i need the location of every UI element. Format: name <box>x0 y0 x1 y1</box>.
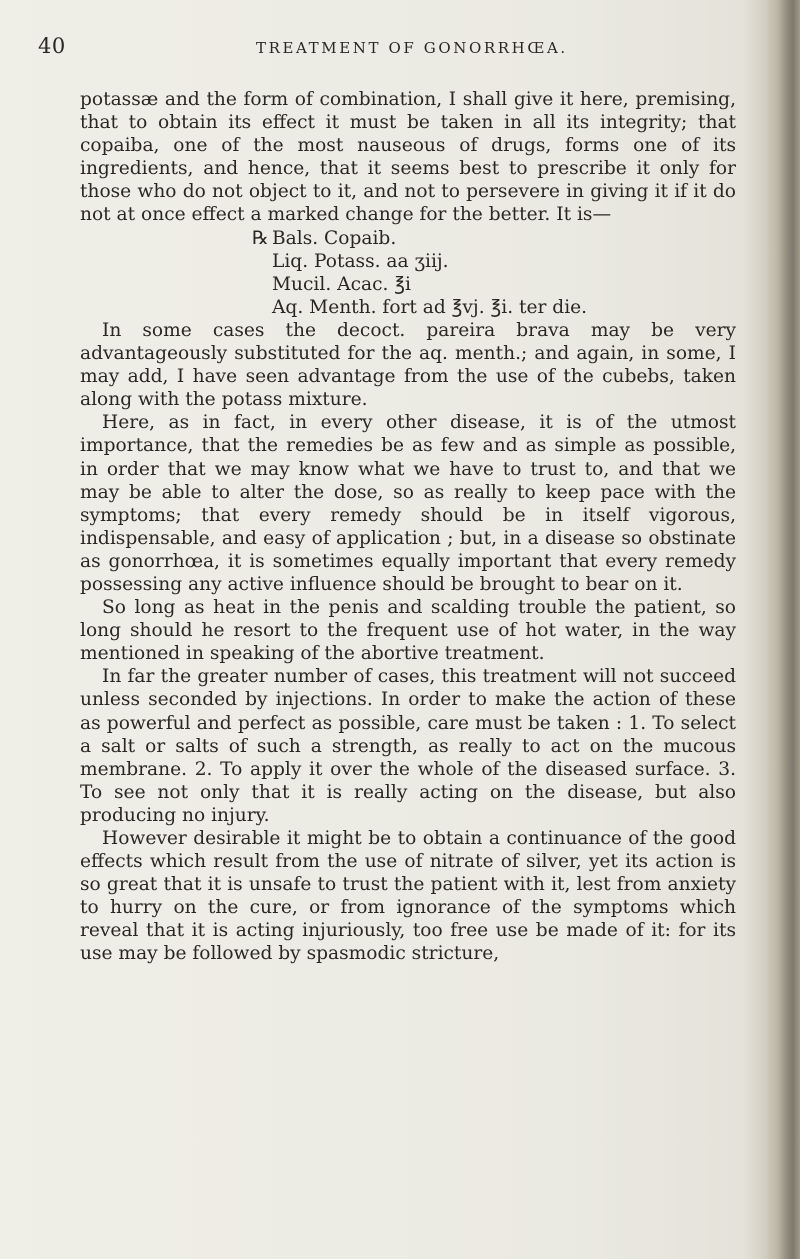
paragraph-5: In far the greater number of cases, this treatment will not succeed unless seconded by injections. In order to make the action of these as powerful and perfect as possible, care must be taken : 1. To select a salt or salts of such a strength, as really to act on the mucous membrane. 2. To apply it over the whole of the diseased surface. 3. To see not only that it is really acting on the disease, but also producing no injury. <box>80 666 736 826</box>
paragraph-2: In some cases the decoct. pareira brava may be very advantageously substituted for the aq. menth.; and again, in some, I may add, I have seen advantage from the use of the cubebs, taken along with the potass mixture. <box>80 319 736 411</box>
prescription-line-3: Mucil. Acac. ℥i <box>272 273 411 295</box>
running-title: TREATMENT OF GONORRHŒA. <box>256 39 568 57</box>
body-text <box>80 88 736 966</box>
prescription-line-1 <box>80 227 736 250</box>
recipe-symbol: ℞ <box>252 227 269 249</box>
paragraph-6: However desirable it might be to obtain a continuance of the good effects which result from the use of nitrate of silver, yet its action is so great that it is unsafe to trust the patient with it, lest from anxiety to hurry on the cure, or from ignorance of the symptoms which reveal that it is acting injuriously, too free use be made of it: for its use may be followed by spasmodic stricture, <box>80 828 736 965</box>
page-header <box>38 34 758 64</box>
paragraph-1: potassæ and the form of combination, I shall give it here, premising, that to obtain its effect it must be taken in all its integrity; that copaiba, one of the most nauseous of drugs, forms one of its ingredients, and hence, that it seems best to prescribe it only for those who do not object to it, and not to persevere in giving it if it do not at once effect a marked change for the better. It is— <box>80 89 736 226</box>
prescription-block <box>80 227 736 319</box>
prescription-line-2: Liq. Potass. aa ʒiij. <box>272 250 449 272</box>
prescription-line-1-text: Bals. Copaib. <box>272 227 397 249</box>
paragraph-3: Here, as in fact, in every other disease, it is of the utmost importance, that the remedies be as few and as simple as possible, in order that we may know what we have to trust to, and that we may be able to alter the dose, so as really to keep pace with the symptoms; that every remedy should be in itself vigorous, indispensable, and easy of application ; but, in a disease so obstinate as gonorrhœa, it is sometimes equally important that every remedy possessing any active influence should be brought to bear on it. <box>80 412 736 595</box>
prescription-line-4: Aq. Menth. fort ad ℥vj. ℥i. ter die. <box>272 296 588 318</box>
page-number: 40 <box>38 34 66 58</box>
paragraph-4: So long as heat in the penis and scalding trouble the patient, so long should he resort to the frequent use of hot water, in the way mentioned in speaking of the abortive treatment. <box>80 597 736 665</box>
page-binding-edge <box>766 0 800 1259</box>
